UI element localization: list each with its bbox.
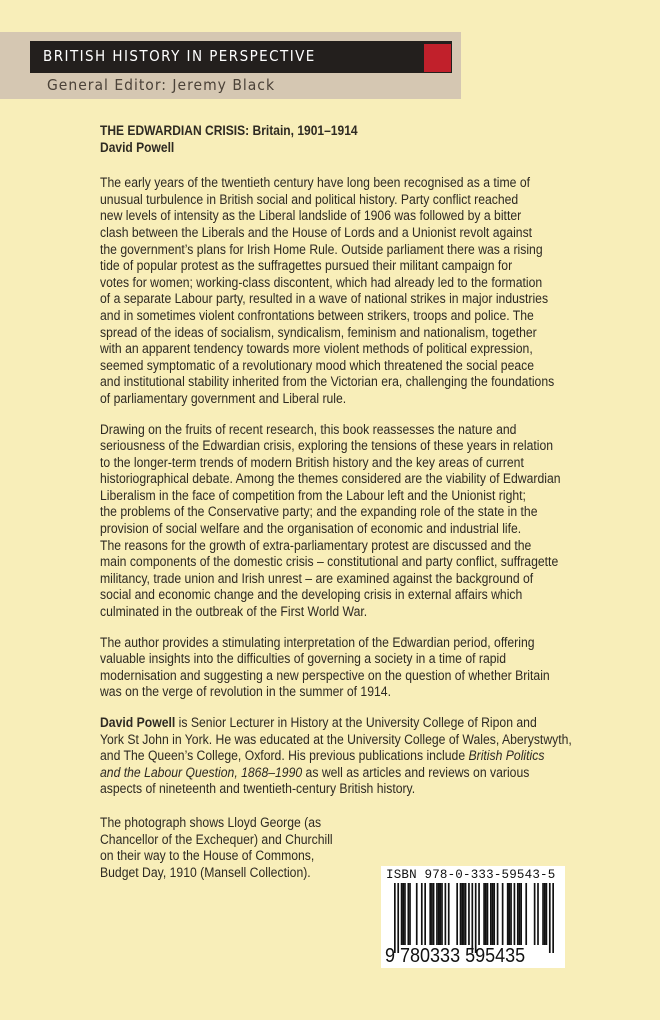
paragraph-line: clash between the Liberals and the House of Lords and a Unionist revolt against — [100, 224, 533, 241]
barcode-bar — [433, 883, 435, 945]
paragraph-line: seemed symptomatic of a revolutionary mood which threatened the social peace — [100, 357, 535, 374]
paragraph-line: unusual turbulence in British social and political history. Party conflict reached — [100, 191, 519, 208]
blurb-paragraph-3 — [100, 635, 660, 701]
barcode-bar — [510, 883, 512, 945]
bio-line — [100, 748, 582, 765]
paragraph-line: militancy, trade union and Irish unrest – are examined against the background of — [100, 570, 534, 587]
caption-line: Budget Day, 1910 (Mansell Collection). — [100, 864, 311, 881]
paragraph-line: social and economic change and the developing crisis in external affairs which — [100, 587, 523, 604]
barcode-bar — [431, 883, 433, 945]
barcode-bar — [493, 883, 495, 945]
book-title: THE EDWARDIAN CRISIS: Britain, 1901–1914 — [100, 122, 358, 138]
barcode-bar — [483, 883, 485, 945]
barcode-bar — [401, 883, 403, 945]
photo-caption — [100, 815, 660, 881]
barcode-bar — [429, 883, 431, 945]
paragraph-line: main components of the domestic crisis – constitutional and party conflict, suffragette — [100, 554, 559, 571]
paragraph-line: of parliamentary government and Liberal rule. — [100, 390, 347, 407]
bio-line — [100, 715, 582, 732]
barcode-bar — [534, 883, 536, 945]
paragraph-line: modernisation and suggesting a new perspective on the question of whether Britain — [100, 667, 550, 684]
barcode-bar — [394, 883, 396, 953]
paragraph-line: and in sometimes violent confrontations between strikers, troops and police. The — [100, 307, 534, 324]
barcode-bar — [546, 883, 548, 945]
barcode-bar — [439, 883, 441, 945]
barcode-bar — [404, 883, 406, 945]
series-title: BRITISH HISTORY IN PERSPECTIVE — [43, 47, 316, 65]
barcode-bar — [402, 883, 404, 945]
paragraph-line: historiographical debate. Among the themes considered are the viability of Edwardian — [100, 471, 561, 488]
barcode-bar — [468, 883, 470, 945]
paragraph-line: tide of popular protest as the suffragettes pursued their militant campaign for — [100, 258, 513, 275]
barcode-bar — [485, 883, 487, 945]
barcode-bar — [461, 883, 463, 945]
blurb-paragraph-2 — [100, 422, 660, 621]
paragraph-line: the government’s plans for Irish Home Rule. Outside parliament there was a rising — [100, 241, 543, 258]
paragraph-line: votes for women; working-class discontent, which had already led to the formation — [100, 274, 543, 291]
barcode-bar — [471, 883, 473, 953]
author-bio — [100, 715, 660, 798]
barcode-bar — [520, 883, 522, 945]
barcode-bar — [507, 883, 509, 945]
barcode-bar — [445, 883, 447, 945]
bio-text: is Senior Lecturer in History at the University College of Ripon and — [175, 715, 537, 731]
barcode-bar — [436, 883, 438, 945]
paragraph-line: to the longer-term trends of modern British history and the key areas of current — [100, 454, 524, 471]
bio-line — [100, 765, 582, 782]
paragraph-line: with an apparent tendency towards more violent methods of political expression, — [100, 341, 533, 358]
paragraph-line: seriousness of the Edwardian crisis, exploring the tensions of these years in relation — [100, 438, 554, 455]
paragraph-line: provision of social welfare and the organisation of economic and industrial life. — [100, 521, 522, 538]
barcode-bar — [424, 883, 426, 945]
barcode-bar — [519, 883, 521, 945]
bio-publication-title: British Politics — [468, 748, 545, 765]
paragraph-line: spread of the ideas of socialism, syndicalism, feminism and nationalism, together — [100, 324, 537, 341]
barcode-bar — [407, 883, 409, 945]
paragraph-line: The reasons for the growth of extra-parliamentary protest are discussed and the — [100, 537, 532, 554]
caption-line: The photograph shows Lloyd George (as — [100, 814, 322, 831]
barcode-bar — [478, 883, 480, 945]
bio-line: York St John in York. He was educated at the University College of Wales, Aberystwyth, — [100, 731, 572, 748]
barcode-bar — [492, 883, 494, 945]
barcode-bar — [552, 883, 554, 953]
barcode-bar — [525, 883, 527, 945]
paragraph-line: new levels of intensity as the Liberal landslide of 1906 was followed by a bitter — [100, 208, 522, 225]
barcode-bar — [475, 883, 477, 953]
barcode-bars — [394, 883, 554, 953]
isbn-barcode — [381, 866, 565, 968]
paragraph-line: The early years of the twentieth century have long been recognised as a time of — [100, 175, 531, 192]
barcode-bar — [441, 883, 443, 945]
bio-author-name: David Powell — [100, 715, 176, 731]
barcode-bar — [416, 883, 418, 945]
paragraph-line: was on the verge of revolution in the summer of 1914. — [100, 684, 391, 701]
barcode-bar — [517, 883, 519, 945]
barcode-bar — [549, 883, 551, 953]
barcode-bar — [409, 883, 411, 945]
book-title-block — [100, 122, 660, 155]
paragraph-line: and institutional stability inherited from the Victorian era, challenging the foundations — [100, 374, 555, 391]
caption-line: Chancellor of the Exchequer) and Churchill — [100, 831, 333, 848]
barcode-bar — [448, 883, 450, 945]
barcode-bar — [438, 883, 440, 945]
series-accent-square — [424, 44, 451, 72]
book-author: David Powell — [100, 138, 175, 155]
barcode-bar — [421, 883, 423, 945]
paragraph-line: valuable insights into the difficulties of governing a society in a time of rapid — [100, 651, 507, 668]
barcode-bar — [542, 883, 544, 945]
series-editor: General Editor: Jeremy Black — [47, 76, 276, 94]
paragraph-line: The author provides a stimulating interpretation of the Edwardian period, offering — [100, 634, 535, 651]
paragraph-line: the problems of the Conservative party; and the expanding role of the state in the — [100, 504, 538, 521]
bio-publication-title: and the Labour Question, 1868–1990 — [100, 764, 303, 781]
barcode-bar — [537, 883, 539, 945]
barcode-bar — [456, 883, 458, 945]
barcode-bar — [514, 883, 516, 945]
bio-line: aspects of nineteenth and twentieth-century British history. — [100, 781, 416, 798]
isbn-label: ISBN 978-0-333-59543-5 — [386, 868, 556, 882]
barcode-bar — [460, 883, 462, 945]
barcode-bar — [463, 883, 465, 945]
blurb-paragraph-1 — [100, 175, 660, 407]
back-cover-content — [100, 122, 660, 881]
paragraph-line: Liberalism in the face of competition from the Labour left and the Unionist right; — [100, 487, 526, 504]
bio-text: and The Queen’s College, Oxford. His previous publications include — [100, 748, 469, 765]
paragraph-line: culminated in the outbreak of the First World War. — [100, 604, 368, 621]
barcode-bar — [490, 883, 492, 945]
barcode-bar — [497, 883, 499, 945]
paragraph-line: of a separate Labour party, resulted in a wave of national strikes in major industries — [100, 291, 549, 308]
barcode-bar — [397, 883, 399, 953]
barcode-bar — [502, 883, 504, 945]
barcode-bar — [465, 883, 467, 945]
bio-text: as well as articles and reviews on various — [302, 764, 530, 781]
barcode-bar — [487, 883, 489, 945]
barcode-bar — [509, 883, 511, 945]
caption-line: on their way to the House of Commons, — [100, 848, 315, 865]
barcode-bar — [544, 883, 546, 945]
barcode-digits: 9 780333 595435 — [385, 945, 526, 967]
paragraph-line: Drawing on the fruits of recent research, this book reassesses the nature and — [100, 421, 517, 438]
